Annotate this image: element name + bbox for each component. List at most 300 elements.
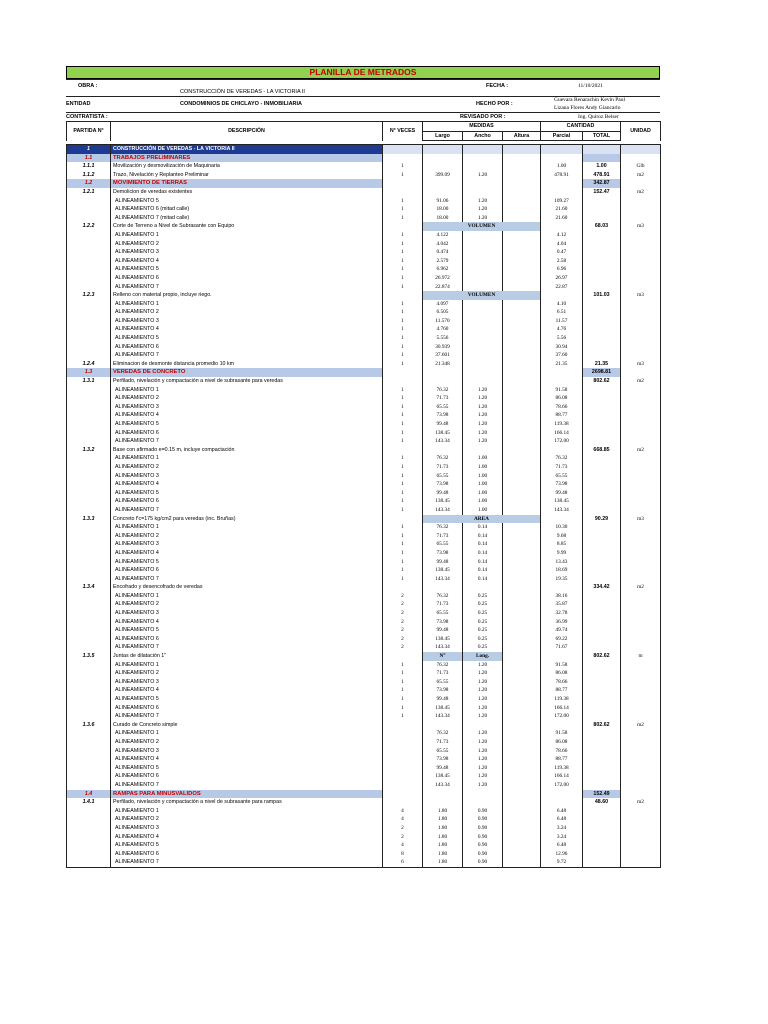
cell-partida [67, 463, 111, 472]
cell-veces: 1 [383, 394, 423, 403]
item-row [67, 446, 661, 455]
table-row [67, 480, 661, 489]
cell-total [583, 686, 621, 695]
cell-partida [67, 257, 111, 266]
cell-veces [383, 515, 423, 524]
cell-veces: 1 [383, 403, 423, 412]
cell-parcial [541, 721, 583, 730]
cell-total [583, 850, 621, 859]
cell-partida [67, 661, 111, 670]
cell-veces: 1 [383, 231, 423, 240]
cell-unidad [621, 712, 661, 721]
cell-unidad [621, 532, 661, 541]
cell-partida [67, 205, 111, 214]
cell-veces: 4 [383, 807, 423, 816]
cell-total [583, 145, 621, 154]
cell-total [583, 265, 621, 274]
cell-partida [67, 772, 111, 781]
cell-unidad [621, 772, 661, 781]
cell-altura [503, 618, 541, 627]
cell-descripcion: ALINEAMIENTO 2 [111, 738, 383, 747]
cell-total [583, 489, 621, 498]
cell-largo [423, 583, 463, 592]
cell-largo [423, 368, 463, 377]
cell-descripcion: ALINEAMIENTO 4 [111, 686, 383, 695]
hecho-por-value-1: Guevara Renarachin Kevin Paul [554, 97, 626, 103]
cell-ancho: 1.20 [463, 429, 503, 438]
cell-altura [503, 807, 541, 816]
cell-parcial: 119.38 [541, 764, 583, 773]
cell-unidad [621, 575, 661, 584]
cell-largo: 18.00 [423, 205, 463, 214]
cell-descripcion: ALINEAMIENTO 4 [111, 257, 383, 266]
cell-descripcion: ALINEAMIENTO 1 [111, 729, 383, 738]
cell-parcial [541, 222, 583, 231]
cell-total [583, 781, 621, 790]
cell-unidad [621, 240, 661, 249]
cell-total [583, 325, 621, 334]
cell-veces: 1 [383, 317, 423, 326]
cell-descripcion: RAMPAS PARA MINUSVALIDOS [111, 790, 383, 799]
cell-ancho: 0.25 [463, 618, 503, 627]
cell-altura [503, 669, 541, 678]
cell-descripcion: ALINEAMIENTO 2 [111, 669, 383, 678]
cell-altura [503, 532, 541, 541]
cell-altura [503, 197, 541, 206]
cell-total [583, 661, 621, 670]
cell-altura [503, 386, 541, 395]
cell-altura [503, 248, 541, 257]
cell-total [583, 343, 621, 352]
table-row [67, 824, 661, 833]
table-row [67, 712, 661, 721]
cell-partida [67, 325, 111, 334]
cell-largo: 1.80 [423, 850, 463, 859]
cell-partida [67, 343, 111, 352]
cell-descripcion: ALINEAMIENTO 5 [111, 841, 383, 850]
cell-unidad [621, 265, 661, 274]
cell-altura [503, 420, 541, 429]
cell-altura [503, 858, 541, 867]
item-row [67, 222, 661, 231]
table-row [67, 678, 661, 687]
cell-partida [67, 472, 111, 481]
table-row [67, 540, 661, 549]
cell-unidad [621, 558, 661, 567]
cell-ancho: 0.90 [463, 858, 503, 867]
cell-total [583, 669, 621, 678]
cell-unidad [621, 540, 661, 549]
cell-total [583, 807, 621, 816]
col-largo: Largo [423, 131, 463, 141]
cell-veces: 2 [383, 833, 423, 842]
cell-total [583, 626, 621, 635]
cell-ancho: 1.20 [463, 712, 503, 721]
cell-ancho: 1.20 [463, 764, 503, 773]
cell-descripcion: Base con afirmado e=0.15 m, incluye compactación [111, 446, 383, 455]
cell-parcial: 86.08 [541, 738, 583, 747]
cell-veces: 1 [383, 549, 423, 558]
cell-unidad [621, 841, 661, 850]
cell-veces: 1 [383, 411, 423, 420]
cell-total [583, 197, 621, 206]
cell-partida [67, 386, 111, 395]
cell-partida [67, 635, 111, 644]
cell-descripcion: ALINEAMIENTO 7 [111, 351, 383, 360]
cell-total [583, 635, 621, 644]
cell-unidad: Glb [621, 162, 661, 171]
item-row [67, 652, 661, 661]
cell-unidad [621, 420, 661, 429]
cell-veces: 2 [383, 643, 423, 652]
cell-altura [503, 523, 541, 532]
cell-altura [503, 454, 541, 463]
cell-total [583, 480, 621, 489]
cell-altura [503, 661, 541, 670]
cell-parcial: 69.22 [541, 635, 583, 644]
cell-partida [67, 506, 111, 515]
cell-ancho [463, 162, 503, 171]
cell-veces: 4 [383, 841, 423, 850]
cell-parcial [541, 652, 583, 661]
cell-ancho: 0.25 [463, 600, 503, 609]
cell-parcial: 32.78 [541, 609, 583, 618]
cell-altura [503, 721, 541, 730]
cell-descripcion: ALINEAMIENTO 3 [111, 824, 383, 833]
cell-unidad [621, 609, 661, 618]
cell-ancho: 0.14 [463, 549, 503, 558]
cell-total [583, 437, 621, 446]
cell-veces: 1 [383, 334, 423, 343]
cell-largo: 91.06 [423, 197, 463, 206]
entidad-label: ENTIDAD [66, 101, 91, 107]
cell-veces: 1 [383, 489, 423, 498]
cell-parcial: 6.48 [541, 815, 583, 824]
cell-total: 48.60 [583, 798, 621, 807]
cell-partida [67, 308, 111, 317]
cell-largo [423, 188, 463, 197]
cell-largo: 138.45 [423, 429, 463, 438]
cell-largo: 26.972 [423, 274, 463, 283]
cell-partida [67, 497, 111, 506]
cell-altura [503, 265, 541, 274]
cell-altura [503, 334, 541, 343]
cell-altura [503, 575, 541, 584]
cell-descripcion: ALINEAMIENTO 7 [111, 283, 383, 292]
cell-parcial: 9.72 [541, 858, 583, 867]
cell-ancho: 1.20 [463, 411, 503, 420]
cell-largo: 76.32 [423, 454, 463, 463]
cell-partida [67, 738, 111, 747]
cell-veces: 2 [383, 618, 423, 627]
cell-altura [503, 300, 541, 309]
cell-descripcion: ALINEAMIENTO 3 [111, 403, 383, 412]
cell-partida [67, 274, 111, 283]
cell-partida [67, 833, 111, 842]
cell-veces: 1 [383, 506, 423, 515]
cell-altura [503, 704, 541, 713]
cell-ancho [463, 188, 503, 197]
cell-total [583, 738, 621, 747]
cell-total [583, 351, 621, 360]
cell-largo: 73.98 [423, 411, 463, 420]
cell-unidad [621, 463, 661, 472]
table-row [67, 755, 661, 764]
table-row [67, 265, 661, 274]
table-row [67, 411, 661, 420]
cell-largo: 143.34 [423, 712, 463, 721]
cell-ancho [463, 446, 503, 455]
cell-partida [67, 643, 111, 652]
cell-veces: 8 [383, 850, 423, 859]
cell-largo: 73.98 [423, 618, 463, 627]
cell-total [583, 300, 621, 309]
cell-altura [503, 317, 541, 326]
cell-partida [67, 781, 111, 790]
cell-descripcion: ALINEAMIENTO 4 [111, 480, 383, 489]
cell-largo: 65.55 [423, 472, 463, 481]
cell-ancho: 1.00 [463, 463, 503, 472]
cell-partida [67, 480, 111, 489]
cell-partida [67, 592, 111, 601]
cell-altura [503, 463, 541, 472]
cell-ancho: 0.90 [463, 850, 503, 859]
cell-total: 668.85 [583, 446, 621, 455]
cell-partida [67, 420, 111, 429]
cell-unidad [621, 807, 661, 816]
table-row [67, 274, 661, 283]
cell-unidad [621, 403, 661, 412]
cell-largo: 4.097 [423, 300, 463, 309]
table-row [67, 437, 661, 446]
cell-altura [503, 308, 541, 317]
cell-descripcion: ALINEAMIENTO 6 [111, 704, 383, 713]
cell-total [583, 497, 621, 506]
table-row [67, 558, 661, 567]
cell-total: 334.42 [583, 583, 621, 592]
table-row [67, 686, 661, 695]
cell-ancho: 1.20 [463, 394, 503, 403]
cell-total [583, 334, 621, 343]
cell-partida: 1.2.4 [67, 360, 111, 369]
cell-parcial: 4.12 [541, 231, 583, 240]
cell-parcial: 21.60 [541, 214, 583, 223]
cell-veces: 1 [383, 678, 423, 687]
cell-altura [503, 772, 541, 781]
cell-unidad: m2 [621, 446, 661, 455]
cell-veces: 1 [383, 695, 423, 704]
cell-partida: 1.2 [67, 179, 111, 188]
cell-parcial: 143.34 [541, 506, 583, 515]
cell-total [583, 420, 621, 429]
cell-altura [503, 179, 541, 188]
cell-total [583, 755, 621, 764]
cell-largo: 143.34 [423, 781, 463, 790]
cell-ancho [463, 343, 503, 352]
obra-label: OBRA : [78, 83, 98, 89]
cell-largo: 6.962 [423, 265, 463, 274]
measure-label: AREA [423, 515, 541, 524]
cell-unidad [621, 747, 661, 756]
cell-largo: 1.80 [423, 841, 463, 850]
cell-ancho [463, 274, 503, 283]
cell-parcial: 76.32 [541, 454, 583, 463]
cell-unidad [621, 704, 661, 713]
cell-unidad: m [621, 652, 661, 661]
cell-altura [503, 343, 541, 352]
cell-largo [423, 798, 463, 807]
cell-parcial: 78.66 [541, 678, 583, 687]
cell-partida: 1.3.5 [67, 652, 111, 661]
cell-descripcion: ALINEAMIENTO 7 [111, 643, 383, 652]
cell-parcial [541, 583, 583, 592]
cell-partida: 1.4 [67, 790, 111, 799]
table-row [67, 566, 661, 575]
cell-largo: 143.34 [423, 643, 463, 652]
cell-total [583, 841, 621, 850]
cell-parcial: 0.47 [541, 248, 583, 257]
cell-total [583, 463, 621, 472]
cell-descripcion: ALINEAMIENTO 6 [111, 566, 383, 575]
cell-parcial: 6.51 [541, 308, 583, 317]
cell-descripcion: ALINEAMIENTO 3 [111, 248, 383, 257]
cell-descripcion: ALINEAMIENTO 7 [111, 712, 383, 721]
cell-veces [383, 781, 423, 790]
cell-partida [67, 695, 111, 704]
measure-label: VOLUMEN [423, 222, 541, 231]
cell-ancho [463, 351, 503, 360]
cell-altura [503, 712, 541, 721]
subsection-row [67, 368, 661, 377]
cell-veces: 2 [383, 600, 423, 609]
cell-descripcion: ALINEAMIENTO 3 [111, 609, 383, 618]
cell-partida: 1.2.1 [67, 188, 111, 197]
table-row [67, 497, 661, 506]
cell-ancho: 1.00 [463, 480, 503, 489]
cell-unidad [621, 257, 661, 266]
cell-altura [503, 154, 541, 163]
table-row [67, 325, 661, 334]
cell-parcial: 86.08 [541, 669, 583, 678]
cell-parcial [541, 154, 583, 163]
cell-partida [67, 575, 111, 584]
cell-parcial: 6.48 [541, 807, 583, 816]
cell-ancho: 1.20 [463, 420, 503, 429]
cell-largo: 73.98 [423, 755, 463, 764]
cell-parcial: 3.24 [541, 833, 583, 842]
cell-ancho: 0.14 [463, 523, 503, 532]
cell-largo: 11.570 [423, 317, 463, 326]
cell-total: 101.03 [583, 291, 621, 300]
cell-veces: 1 [383, 420, 423, 429]
cell-veces: 2 [383, 824, 423, 833]
cell-altura [503, 850, 541, 859]
cell-ancho: 1.20 [463, 772, 503, 781]
cell-descripcion: Encofrado y desencofrado de veredas [111, 583, 383, 592]
cell-total [583, 592, 621, 601]
cell-largo: 99.48 [423, 764, 463, 773]
cell-ancho: 0.25 [463, 643, 503, 652]
cell-descripcion: ALINEAMIENTO 4 [111, 325, 383, 334]
cell-largo: 5.556 [423, 334, 463, 343]
cell-partida [67, 549, 111, 558]
cell-veces: 1 [383, 248, 423, 257]
cell-unidad [621, 523, 661, 532]
cell-parcial [541, 446, 583, 455]
cell-largo: 76.32 [423, 386, 463, 395]
cell-unidad [621, 145, 661, 154]
cell-altura [503, 162, 541, 171]
cell-altura [503, 764, 541, 773]
cell-parcial: 21.35 [541, 360, 583, 369]
table-row [67, 257, 661, 266]
cell-parcial [541, 188, 583, 197]
table-row [67, 704, 661, 713]
cell-partida [67, 824, 111, 833]
cell-total [583, 540, 621, 549]
cell-altura [503, 188, 541, 197]
cell-partida [67, 317, 111, 326]
cell-ancho: 1.00 [463, 497, 503, 506]
cell-partida [67, 704, 111, 713]
cell-partida: 1.3.3 [67, 515, 111, 524]
cell-descripcion: ALINEAMIENTO 3 [111, 472, 383, 481]
cell-partida [67, 841, 111, 850]
cell-parcial: 6.48 [541, 841, 583, 850]
cell-largo: 71.73 [423, 394, 463, 403]
cell-veces: 1 [383, 704, 423, 713]
revisado-por-label: REVISADO POR : [460, 114, 506, 120]
cell-total [583, 523, 621, 532]
cell-largo: 99.48 [423, 626, 463, 635]
cell-total: 152.47 [583, 188, 621, 197]
cell-partida [67, 609, 111, 618]
cell-partida [67, 214, 111, 223]
cell-parcial [541, 798, 583, 807]
cell-unidad [621, 317, 661, 326]
cell-unidad: m3 [621, 515, 661, 524]
cell-altura [503, 790, 541, 799]
cell-total [583, 566, 621, 575]
item-row [67, 291, 661, 300]
cell-veces: 2 [383, 635, 423, 644]
cell-descripcion: ALINEAMIENTO 7 (mitad calle) [111, 214, 383, 223]
cell-veces [383, 764, 423, 773]
cell-ancho [463, 308, 503, 317]
cell-veces [383, 368, 423, 377]
cell-largo: 65.55 [423, 403, 463, 412]
cell-altura [503, 205, 541, 214]
cell-parcial: 37.60 [541, 351, 583, 360]
cell-altura [503, 497, 541, 506]
cell-ancho: 1.00 [463, 506, 503, 515]
cell-altura [503, 609, 541, 618]
cell-partida [67, 755, 111, 764]
cell-unidad [621, 764, 661, 773]
cell-parcial: 172.00 [541, 712, 583, 721]
cell-ancho [463, 798, 503, 807]
cell-largo: 73.98 [423, 549, 463, 558]
table-row [67, 334, 661, 343]
cell-descripcion: ALINEAMIENTO 5 [111, 695, 383, 704]
cell-altura [503, 429, 541, 438]
cell-descripcion: ALINEAMIENTO 1 [111, 231, 383, 240]
cell-altura [503, 480, 541, 489]
cell-altura [503, 558, 541, 567]
cell-altura [503, 368, 541, 377]
cell-altura [503, 626, 541, 635]
cell-partida: 1.3.4 [67, 583, 111, 592]
